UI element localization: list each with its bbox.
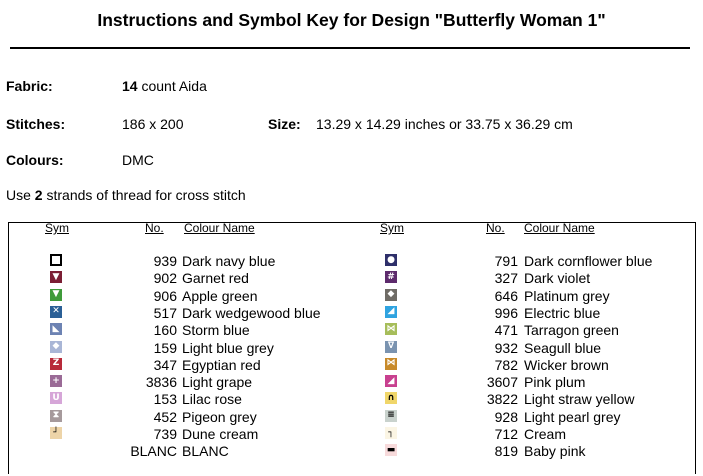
left-symbol-swatch <box>50 254 62 266</box>
left-symbol-swatch: U <box>50 392 62 404</box>
right-name-header: Colour Name <box>524 221 595 235</box>
left-symbol-swatch: ◣ <box>50 323 62 335</box>
left-symbol-swatch: ┘ <box>50 427 62 439</box>
left-colour-name: Dark navy blue <box>182 253 276 269</box>
right-colour-number: 646 <box>494 287 518 304</box>
left-no-header: No. <box>145 221 164 235</box>
right-colour-number: 782 <box>494 356 518 373</box>
strand-count: 2 <box>34 187 43 203</box>
right-colour-number: 819 <box>494 443 518 460</box>
right-colour-number: 791 <box>494 253 518 269</box>
right-sym-header: Sym <box>380 221 404 235</box>
title-divider <box>10 47 690 49</box>
right-symbol-swatch: ⋈ <box>386 358 396 369</box>
right-symbol-swatch: ◢ <box>385 306 397 318</box>
left-colour-number: 517 <box>153 304 177 321</box>
right-symbol-swatch: ⋈ <box>386 323 396 334</box>
colours-label: Colours: <box>6 152 64 168</box>
right-colour-name: Wicker brown <box>524 356 609 373</box>
left-name-header: Colour Name <box>184 221 255 235</box>
right-colour-name: Tarragon green <box>524 322 619 339</box>
left-colour-name: Pigeon grey <box>182 408 257 425</box>
left-colour-name: Dune cream <box>182 426 259 442</box>
left-colour-number: 160 <box>153 322 177 339</box>
stitches-label: Stitches: <box>6 116 66 132</box>
right-symbol-swatch: ◢ <box>385 375 397 387</box>
right-colour-name: Cream <box>524 426 567 442</box>
left-symbol-swatch: Z <box>50 358 62 370</box>
right-symbol-swatch: ∇ <box>385 341 397 353</box>
right-colour-name: Baby pink <box>524 443 586 460</box>
colours-value: DMC <box>122 152 154 168</box>
left-colour-name: Light grape <box>182 374 253 391</box>
right-colour-number: 327 <box>494 270 518 287</box>
right-colour-number: 3822 <box>486 391 518 408</box>
fabric-value <box>122 78 207 94</box>
left-colour-name: Egyptian red <box>182 356 261 373</box>
instruction-prefix: Use <box>6 187 31 203</box>
right-colour-number: 996 <box>494 304 518 321</box>
page-title: Instructions and Symbol Key for Design "Butterfly Woman 1" <box>97 10 606 30</box>
left-symbol-swatch: ✕ <box>50 306 62 318</box>
right-symbol-swatch: ∩ <box>385 392 397 404</box>
right-colour-name: Light straw yellow <box>524 391 635 408</box>
left-colour-number: BLANC <box>130 443 177 460</box>
right-colour-name: Dark cornflower blue <box>524 253 653 269</box>
stitches-value: 186 x 200 <box>122 116 184 132</box>
left-colour-number: 739 <box>153 426 177 442</box>
left-colour-name: Garnet red <box>182 270 249 287</box>
left-colour-number: 939 <box>153 253 177 269</box>
left-colour-name: Storm blue <box>182 322 250 339</box>
right-symbol-swatch: ┐ <box>385 427 397 439</box>
left-colour-name: Dark wedgewood blue <box>182 304 321 321</box>
right-colour-number: 932 <box>494 339 518 356</box>
right-colour-name: Dark violet <box>524 270 591 287</box>
left-sym-header: Sym <box>45 221 69 235</box>
left-symbol-swatch <box>50 444 62 456</box>
left-symbol-swatch: + <box>50 375 62 387</box>
left-colour-number: 347 <box>153 356 177 373</box>
left-colour-number: 3836 <box>145 374 177 391</box>
left-symbol-swatch: ⧗ <box>50 410 62 422</box>
left-colour-name: Light blue grey <box>182 339 274 356</box>
fabric-label: Fabric: <box>6 78 53 94</box>
right-symbol-swatch: ≡ <box>385 410 397 422</box>
left-colour-number: 153 <box>153 391 177 408</box>
right-colour-name: Electric blue <box>524 304 601 321</box>
left-symbol-swatch: ▼ <box>50 271 62 283</box>
right-colour-number: 3607 <box>486 374 518 391</box>
right-colour-name: Seagull blue <box>524 339 602 356</box>
left-colour-number: 452 <box>153 408 177 425</box>
right-symbol-swatch: # <box>385 271 397 283</box>
left-colour-name: BLANC <box>182 443 229 460</box>
left-colour-number: 902 <box>153 270 177 287</box>
size-value: 13.29 x 14.29 inches or 33.75 x 36.29 cm <box>316 116 573 132</box>
left-colour-name: Apple green <box>182 287 258 304</box>
right-symbol-swatch: ◆ <box>385 289 397 301</box>
right-colour-name: Light pearl grey <box>524 408 621 425</box>
left-colour-number: 159 <box>153 339 177 356</box>
left-symbol-swatch: ◆ <box>50 341 62 353</box>
left-symbol-swatch: ▼ <box>50 289 62 301</box>
right-colour-name: Pink plum <box>524 374 586 391</box>
right-colour-number: 471 <box>494 322 518 339</box>
instruction-suffix: strands of thread for cross stitch <box>46 187 246 203</box>
left-colour-name: Lilac rose <box>182 391 242 408</box>
thread-instruction <box>6 187 246 203</box>
right-colour-name: Platinum grey <box>524 287 610 304</box>
left-colour-number: 906 <box>153 287 177 304</box>
fabric-type: count Aida <box>141 78 207 94</box>
size-label: Size: <box>268 116 301 132</box>
right-colour-number: 712 <box>494 426 518 442</box>
right-no-header: No. <box>486 221 505 235</box>
right-symbol-swatch: ● <box>385 254 397 266</box>
right-colour-number: 928 <box>494 408 518 425</box>
fabric-count: 14 <box>122 78 138 94</box>
right-symbol-swatch: ▬ <box>386 444 396 455</box>
